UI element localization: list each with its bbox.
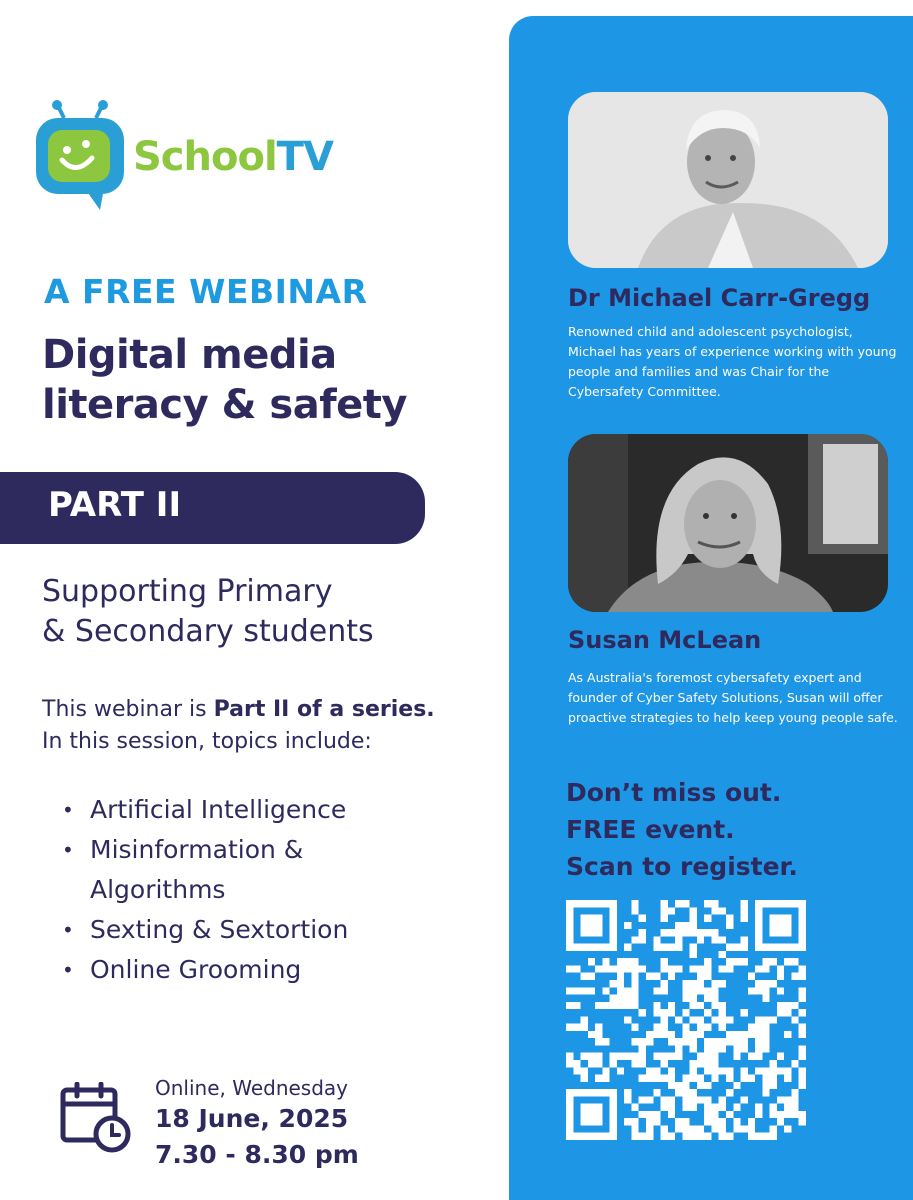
schooltv-logo-icon [34, 100, 126, 212]
list-item: • Artificial Intelligence [62, 795, 347, 824]
speaker-name-susan: Susan McLean [568, 626, 762, 654]
list-item: • Online Grooming [62, 955, 302, 984]
part-label: PART II [48, 485, 182, 525]
list-item: • Sexting & Sextortion [62, 915, 349, 944]
list-item: • Misinformation & Algorithms [62, 835, 304, 904]
topics-list [62, 790, 462, 990]
speaker-photo-susan [568, 434, 888, 612]
audience-heading: Supporting Primary & Secondary students [42, 574, 374, 649]
registration-qr-code[interactable] [566, 900, 806, 1140]
event-date: 18 June, 2025 [155, 1104, 349, 1133]
call-to-action: Don’t miss out. FREE event. Scan to register. [566, 778, 798, 881]
event-time: 7.30 - 8.30 pm [155, 1140, 359, 1169]
page-title: Digital media literacy & safety [42, 332, 407, 428]
intro-text: This webinar is Part II of a series. In this session, topics include: [42, 697, 435, 754]
kicker: A FREE WEBINAR [44, 272, 368, 311]
speaker-photo-michael [568, 92, 888, 268]
calendar-clock-icon [60, 1082, 132, 1154]
event-mode-day: Online, Wednesday [155, 1076, 349, 1100]
brand-name: SchoolTV [133, 134, 333, 180]
speaker-bio-michael: Renowned child and adolescent psychologist, Michael has years of experience working with young people and families and was Chair for the Cybersafety Committee. [568, 324, 897, 399]
speaker-name-michael: Dr Michael Carr-Gregg [568, 284, 871, 312]
speaker-bio-susan: As Australia's foremost cybersafety expert and founder of Cyber Safety Solutions, Susan will offer proactive strategies to help keep young people safe. [568, 670, 898, 725]
